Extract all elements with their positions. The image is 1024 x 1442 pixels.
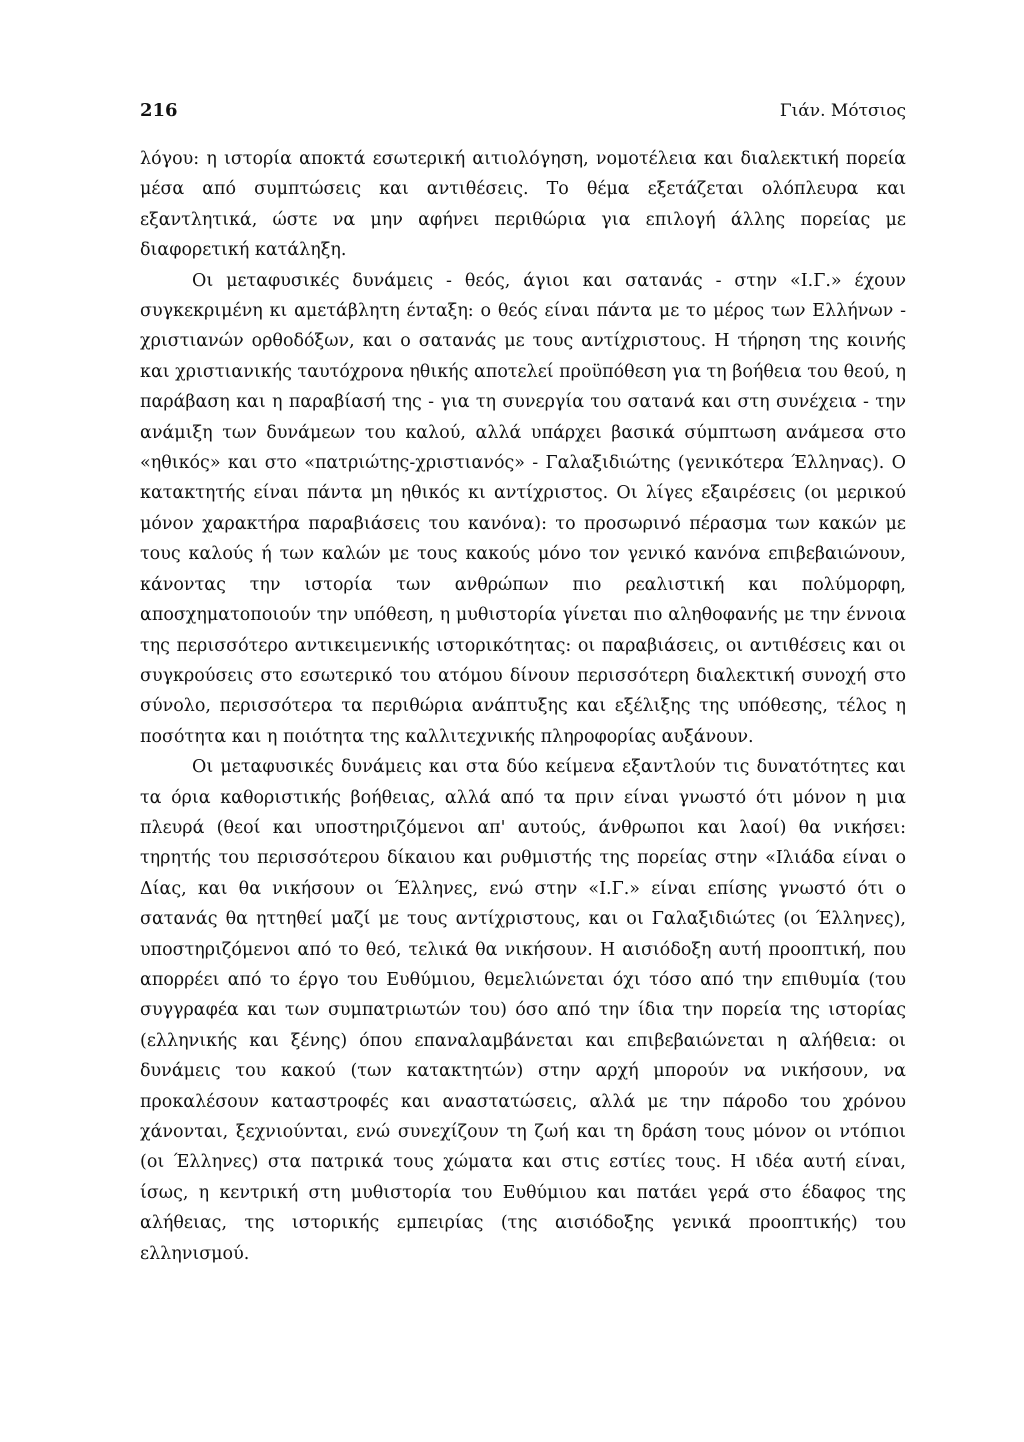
body-text — [140, 144, 906, 1269]
paragraph-3: Οι μεταφυσικές δυνάμεις και στα δύο κείμενα εξαντλούν τις δυνατότητες και τα όρια καθοριστικής βοήθειας, αλλά από τα πριν είναι γνωστό ότι μόνον η μια πλευρά (θεοί και υποστηριζόμενοι απ' αυτούς, άνθρωποι και λαοί) θα νικήσει: τηρητής του περισσότερου δίκαιου και ρυθμιστής της πορείας στην «Ιλιάδα είναι ο Δίας, και θα νικήσουν οι Έλληνες, ενώ στην «Ι.Γ.» είναι επίσης γνωστό ότι ο σατανάς θα ηττηθεί μαζί με τους αντίχριστους, και οι Γαλαξιδιώτες (οι Έλληνες), υποστηριζόμενοι από το θεό, τελικά θα νικήσουν. Η αισιόδοξη αυτή προοπτική, που απορρέει από το έργο του Ευθύμιου, θεμελιώνεται όχι τόσο από την επιθυμία (του συγγραφέα και των συμπατριωτών του) όσο από την ίδια την πορεία της ιστορίας (ελληνικής και ξένης) όπου επαναλαμβάνεται και επιβεβαιώνεται η αλήθεια: οι δυνάμεις του κακού (των κατακτητών) στην αρχή μπορούν να νικήσουν, να προκαλέσουν καταστροφές και αναστατώσεις, αλλά με την πάροδο του χρόνου χάνονται, ξεχνιούνται, ενώ συνεχίζουν τη ζωή και τη δράση τους μόνον οι ντόπιοι (οι Έλληνες) στα πατρικά τους χώματα και στις εστίες τους. Η ιδέα αυτή είναι, ίσως, η κεντρική στη μυθιστορία του Ευθύμιου και πατάει γερά στο έδαφος της αλήθειας, της ιστορικής εμπειρίας (της αισιόδοξης γενικά προοπτικής) του ελληνισμού. — [140, 757, 906, 1264]
page-number: 216 — [140, 100, 178, 121]
paragraph-1: λόγου: η ιστορία αποκτά εσωτερική αιτιολόγηση, νομοτέλεια και διαλεκτική πορεία μέσα από συμπτώσεις και αντιθέσεις. Το θέμα εξετάζεται ολόπλευρα και εξαντλητικά, ώστε να μην αφήνει περιθώρια για επιλογή άλλης πορείας με διαφορετική κατάληξη. — [140, 149, 906, 261]
page-header — [140, 100, 906, 144]
running-head: Γιάν. Μότσιος — [779, 101, 906, 121]
page — [140, 100, 906, 1269]
paragraph-2: Οι μεταφυσικές δυνάμεις - θεός, άγιοι και σατανάς - στην «Ι.Γ.» έχουν συγκεκριμένη κι αμετάβλητη ένταξη: ο θεός είναι πάντα με το μέρος των Ελλήνων - χριστιανών ορθοδόξων, και ο σατανάς με τους αντίχριστους. Η τήρηση της κοινής και χριστιανικής ταυτόχρονα ηθικής αποτελεί προϋπόθεση για τη βοήθεια του θεού, η παράβαση και η παραβίασή της - για τη συνεργία του σατανά και στη συνέχεια - την ανάμιξη των δυνάμεων του καλού, αλλά υπάρχει βασικά σύμπτωση ανάμεσα στο «ηθικός» και στο «πατριώτης-χριστιανός» - Γαλαξιδιώτης (γενικότερα Έλληνας). Ο κατακτητής είναι πάντα μη ηθικός κι αντίχριστος. Οι λίγες εξαιρέσεις (οι μερικού μόνον χαρακτήρα παραβιάσεις του κανόνα): το προσωρινό πέρασμα των κακών με τους καλούς ή των καλών με τους κακούς μόνο τον γενικό κανόνα επιβεβαιώνουν, κάνοντας την ιστορία των ανθρώπων πιο ρεαλιστική και πολύμορφη, αποσχηματοποιούν την υπόθεση, η μυθιστορία γίνεται πιο αληθοφανής με την έννοια της περισσότερο αντικειμενικής ιστορικότητας: οι παραβιάσεις, οι αντιθέσεις και οι συγκρούσεις στο εσωτερικό του ατόμου δίνουν περισσότερη διαλεκτική συνοχή στο σύνολο, περισσότερα τα περιθώρια ανάπτυξης και εξέλιξης της υπόθεσης, τέλος η ποσότητα και η ποιότητα της καλλιτεχνικής πληροφορίας αυξάνουν. — [140, 270, 906, 747]
